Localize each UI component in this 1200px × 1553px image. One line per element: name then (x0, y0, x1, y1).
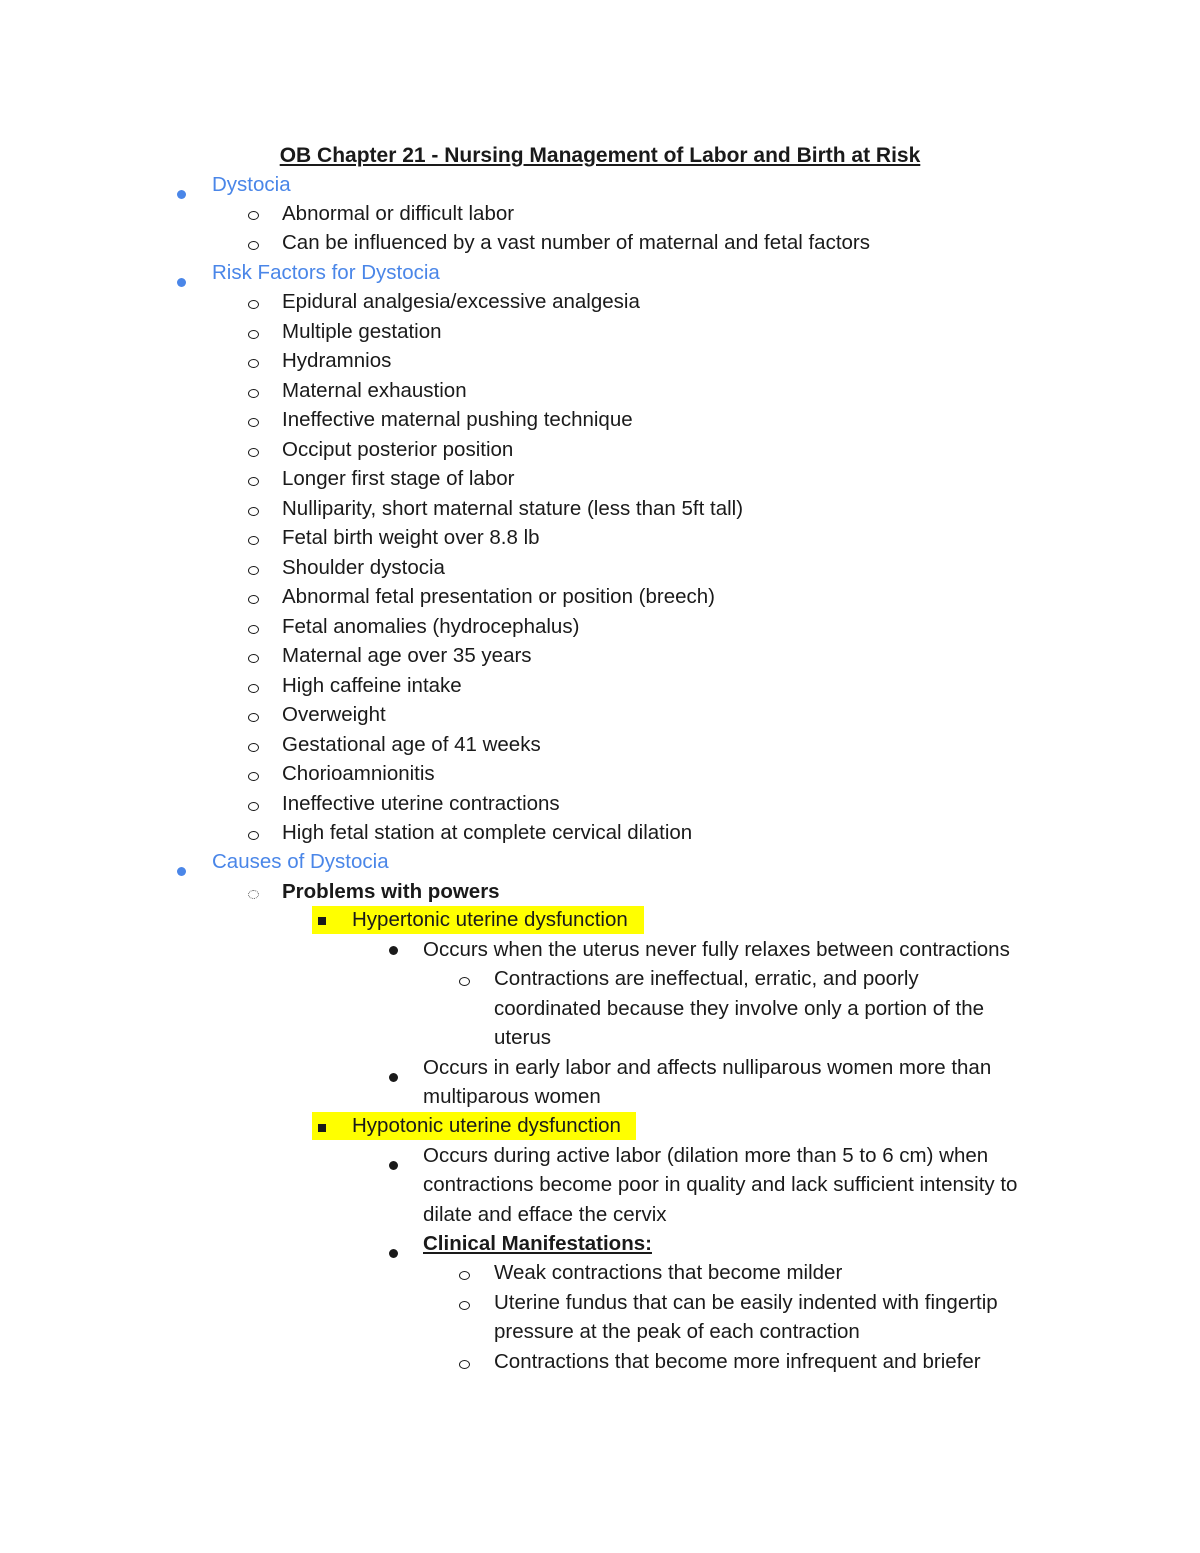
clinical-manifestations-heading: Clinical Manifestations: (423, 1232, 652, 1255)
list-item: Maternal age over 35 years (282, 644, 532, 667)
list-item: Epidural analgesia/excessive analgesia (282, 290, 640, 313)
bullet-icon (389, 946, 398, 955)
hollow-bullet-icon (248, 772, 259, 781)
list-item: High caffeine intake (282, 674, 462, 697)
list-item: Fetal anomalies (hydrocephalus) (282, 615, 580, 638)
hollow-bullet-icon (248, 566, 259, 575)
list-item-line: Occurs during active labor (dilation more than 5 to 6 cm) when (423, 1144, 989, 1167)
hollow-bullet-icon (248, 654, 259, 663)
bullet-icon (389, 1249, 398, 1258)
hollow-bullet-icon (248, 743, 259, 752)
hollow-bullet-icon (459, 1301, 470, 1310)
hollow-bullet-icon (248, 536, 259, 545)
list-item-line: multiparous women (423, 1085, 601, 1108)
hollow-bullet-icon (248, 625, 259, 634)
section-heading-dystocia: Dystocia (212, 173, 291, 196)
list-item: Hydramnios (282, 349, 392, 372)
list-item: Can be influenced by a vast number of maternal and fetal factors (282, 231, 871, 254)
list-item: Contractions that become more infrequent and briefer (494, 1350, 981, 1373)
dotted-bullet-icon (248, 890, 259, 899)
hollow-bullet-icon (248, 507, 259, 516)
hollow-bullet-icon (459, 1271, 470, 1280)
list-item: Abnormal or difficult labor (282, 202, 515, 225)
hollow-bullet-icon (248, 802, 259, 811)
section-heading-causes: Causes of Dystocia (212, 850, 389, 873)
hollow-bullet-icon (248, 595, 259, 604)
list-item-line: uterus (494, 1026, 551, 1049)
list-item: Occurs when the uterus never fully relaxes between contractions (423, 938, 1010, 961)
list-item: Ineffective uterine contractions (282, 792, 560, 815)
list-item-line: coordinated because they involve only a portion of the (494, 997, 985, 1020)
list-item: Weak contractions that become milder (494, 1261, 843, 1284)
square-bullet-icon (318, 917, 326, 925)
list-item: Longer first stage of labor (282, 467, 515, 490)
list-item: Maternal exhaustion (282, 379, 467, 402)
list-item: Gestational age of 41 weeks (282, 733, 541, 756)
list-item: Abnormal fetal presentation or position (breech) (282, 585, 716, 608)
hollow-bullet-icon (248, 831, 259, 840)
hollow-bullet-icon (248, 359, 259, 368)
list-item: Ineffective maternal pushing technique (282, 408, 633, 431)
list-item-line: Uterine fundus that can be easily indented with fingertip (494, 1291, 998, 1314)
list-item: Occiput posterior position (282, 438, 514, 461)
hypotonic-label: Hypotonic uterine dysfunction (352, 1114, 621, 1137)
bullet-icon (389, 1073, 398, 1082)
hollow-bullet-icon (248, 241, 259, 250)
list-item: Nulliparity, short maternal stature (less than 5ft tall) (282, 497, 744, 520)
list-item-line: Occurs in early labor and affects nulliparous women more than (423, 1056, 992, 1079)
subheading-problems-with-powers: Problems with powers (282, 880, 500, 903)
list-item: Multiple gestation (282, 320, 442, 343)
section-heading-risk-factors: Risk Factors for Dystocia (212, 261, 440, 284)
hollow-bullet-icon (248, 684, 259, 693)
list-item-line: pressure at the peak of each contraction (494, 1320, 860, 1343)
bullet-icon (177, 278, 186, 287)
list-item-line: contractions become poor in quality and lack sufficient intensity to (423, 1173, 1018, 1196)
square-bullet-icon (318, 1124, 326, 1132)
list-item: Chorioamnionitis (282, 762, 435, 785)
list-item-line: dilate and efface the cervix (423, 1203, 667, 1226)
hollow-bullet-icon (248, 713, 259, 722)
list-item: Shoulder dystocia (282, 556, 445, 579)
hollow-bullet-icon (248, 448, 259, 457)
hollow-bullet-icon (248, 418, 259, 427)
hollow-bullet-icon (248, 330, 259, 339)
document-title: OB Chapter 21 - Nursing Management of Labor and Birth at Risk (279, 144, 921, 167)
list-item: High fetal station at complete cervical dilation (282, 821, 693, 844)
hollow-bullet-icon (248, 477, 259, 486)
hollow-bullet-icon (459, 1360, 470, 1369)
hollow-bullet-icon (248, 211, 259, 220)
list-item: Overweight (282, 703, 386, 726)
list-item: Fetal birth weight over 8.8 lb (282, 526, 540, 549)
hollow-bullet-icon (248, 300, 259, 309)
list-item-line: Contractions are ineffectual, erratic, and poorly (494, 967, 919, 990)
bullet-icon (177, 190, 186, 199)
hollow-bullet-icon (459, 977, 470, 986)
bullet-icon (177, 867, 186, 876)
bullet-icon (389, 1161, 398, 1170)
hollow-bullet-icon (248, 389, 259, 398)
hypertonic-label: Hypertonic uterine dysfunction (352, 908, 628, 931)
